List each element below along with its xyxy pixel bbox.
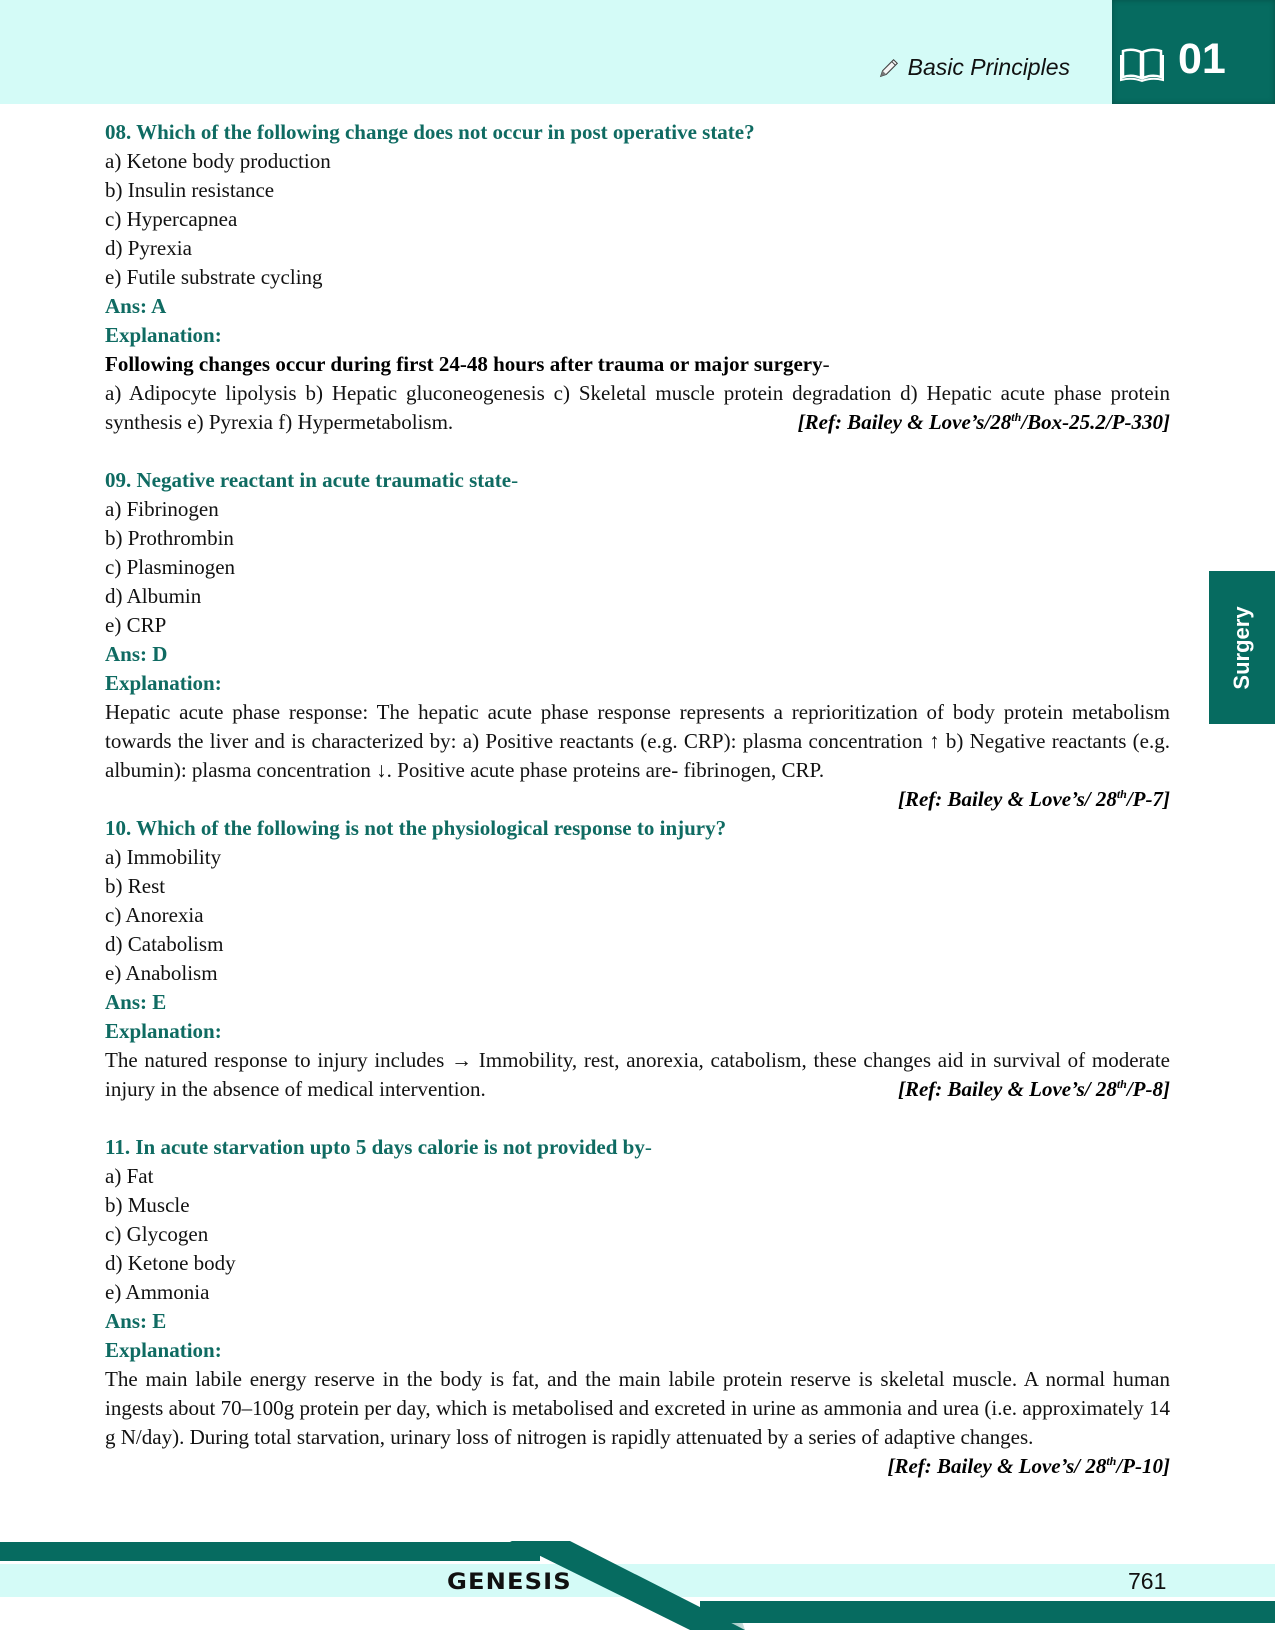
answer: Ans: E (105, 1309, 167, 1333)
option: c) Glycogen (105, 1222, 209, 1246)
option: c) Hypercapnea (105, 207, 238, 231)
option: d) Albumin (105, 584, 202, 608)
answer: Ans: D (105, 642, 168, 666)
header-band (0, 0, 1275, 104)
question-10 (105, 814, 1170, 1104)
option: d) Ketone body (105, 1251, 236, 1275)
reference (898, 1075, 1170, 1104)
question-text: 08. Which of the following change does not occur in post operative state? (105, 120, 755, 144)
question-heading (105, 118, 1170, 147)
question-11 (105, 1133, 1170, 1481)
option: b) Prothrombin (105, 526, 234, 550)
ref-sup: th (1011, 410, 1022, 424)
option: e) Anabolism (105, 961, 218, 985)
footer-top-bar (0, 1542, 540, 1561)
answer: Ans: E (105, 990, 167, 1014)
option: e) Futile substrate cycling (105, 265, 323, 289)
ref-suffix: /Box-25.2/P-330] (1021, 410, 1170, 434)
question-suffix: - (511, 468, 519, 492)
reference (798, 408, 1170, 437)
chapter-number: 01 (1178, 35, 1226, 83)
option: d) Pyrexia (105, 236, 192, 260)
option: a) Immobility (105, 845, 222, 869)
question-suffix: - (644, 1135, 652, 1159)
question-heading (105, 814, 1170, 843)
option: b) Insulin resistance (105, 178, 275, 202)
option: c) Plasminogen (105, 555, 236, 579)
ref-sup: th (1116, 1077, 1127, 1091)
brand-logo: GENESIS (447, 1570, 572, 1595)
ref-prefix: [Ref: Bailey & Love’s/ 28 (887, 1454, 1107, 1478)
ref-suffix: /P-10] (1116, 1454, 1170, 1478)
ref-suffix: /P-8] (1126, 1077, 1170, 1101)
option: b) Muscle (105, 1193, 190, 1217)
question-08 (105, 118, 1170, 437)
explanation-label: Explanation: (105, 1019, 222, 1043)
explanation-body: The natured response to injury includes → Immobility, rest, anorexia, catabolism, these changes aid in survival of moderate injury in the absence of medical intervention. (105, 1048, 1170, 1101)
explanation-body: The main labile energy reserve in the body is fat, and the main labile protein reserve is skeletal muscle. A normal human ingests about 70–100g protein per day, which is metabolised and excreted in urine as ammonia and urea (i.e. approximately 14 g N/day). During total starvation, urinary loss of nitrogen is rapidly attenuated by a series of adaptive changes. (105, 1367, 1170, 1449)
reference (105, 1452, 1170, 1481)
explanation-body: Hepatic acute phase response: The hepatic acute phase response represents a reprioritization of body protein metabolism towards the liver and is characterized by: a) Positive reactants (e.g. CRP): plasma concentration ↑ b) Negative reactants (e.g. albumin): plasma concentration ↓. Positive acute phase proteins are- fibrinogen, CRP. (105, 700, 1170, 782)
ref-prefix: [Ref: Bailey & Love’s/28 (797, 410, 1012, 434)
option: a) Fibrinogen (105, 497, 219, 521)
explanation-label: Explanation: (105, 671, 222, 695)
explanation-label: Explanation: (105, 323, 222, 347)
page-number: 761 (1128, 1568, 1167, 1594)
explanation-body: a) Adipocyte lipolysis b) Hepatic gluconeogenesis c) Skeletal muscle protein degradation d) Hepatic acute phase protein synthesis e) Pyrexia f) Hypermetabolism. (105, 381, 1170, 434)
pencil-icon (878, 57, 900, 79)
option: c) Anorexia (105, 903, 204, 927)
ref-prefix: [Ref: Bailey & Love’s/ 28 (897, 1077, 1117, 1101)
question-09 (105, 466, 1170, 814)
explanation-lead-text: Following changes occur during first 24-48 hours after trauma or major surgery (105, 352, 823, 376)
option: b) Rest (105, 874, 166, 898)
option: a) Fat (105, 1164, 154, 1188)
explanation-text (105, 379, 1170, 437)
ref-prefix: [Ref: Bailey & Love’s/ 28 (897, 787, 1117, 811)
ref-suffix: /P-7] (1126, 787, 1170, 811)
option: e) CRP (105, 613, 167, 637)
side-tab-label: Surgery (1229, 605, 1254, 690)
ref-sup: th (1116, 787, 1127, 801)
option: d) Catabolism (105, 932, 224, 956)
footer-bottom-bar (700, 1601, 1275, 1623)
question-heading (105, 1133, 1170, 1162)
explanation-lead (105, 350, 1170, 379)
content (105, 118, 1170, 1481)
option: a) Ketone body production (105, 149, 331, 173)
chapter-title-text: Basic Principles (907, 54, 1070, 80)
chapter-number-block (1112, 0, 1275, 104)
answer: Ans: A (105, 294, 167, 318)
question-heading (105, 466, 1170, 495)
chapter-title (878, 54, 1070, 81)
reference (105, 785, 1170, 814)
side-tab-surgery[interactable] (1209, 571, 1275, 724)
question-text: 09. Negative reactant in acute traumatic state (105, 468, 512, 492)
question-text: 10. Which of the following is not the physiological response to injury? (105, 816, 727, 840)
open-book-icon (1120, 47, 1164, 83)
explanation-text (105, 1046, 1170, 1104)
option: e) Ammonia (105, 1280, 210, 1304)
footer-decoration (0, 1535, 1275, 1635)
explanation-label: Explanation: (105, 1338, 222, 1362)
question-text: 11. In acute starvation upto 5 days calorie is not provided by (105, 1135, 645, 1159)
explanation-lead-suffix: - (822, 352, 830, 376)
ref-sup: th (1106, 1454, 1117, 1468)
